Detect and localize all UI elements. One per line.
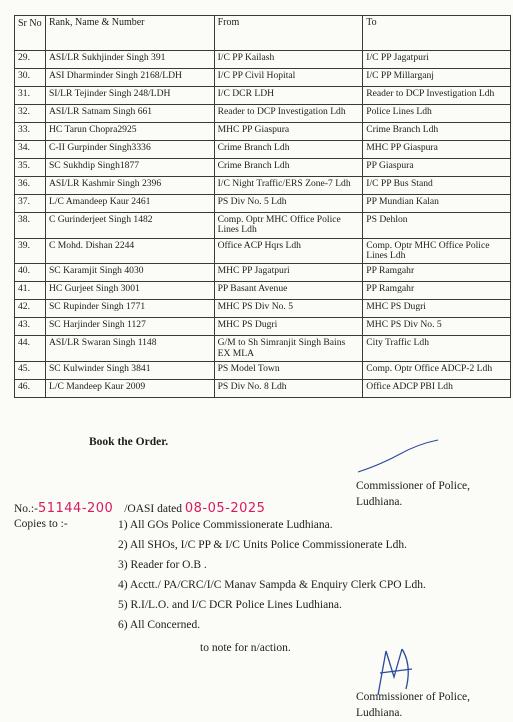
header-to: To (363, 16, 511, 51)
cell-from: MHC PS Div No. 5 (214, 300, 363, 318)
cell-from: PS Div No. 5 Ldh (214, 195, 363, 213)
cell-rank-name: SC Karamjit Singh 4030 (45, 264, 214, 282)
table-row (15, 87, 511, 105)
cell-rank-name: HC Gurjeet Singh 3001 (45, 282, 214, 300)
cell-rank-name: L/C Mandeep Kaur 2009 (45, 380, 214, 398)
header-from: From (214, 16, 363, 51)
table-row (15, 380, 511, 398)
cell-to: I/C PP Millarganj (363, 69, 511, 87)
table-row (15, 69, 511, 87)
cell-rank-name: ASI/LR Kashmir Singh 2396 (45, 177, 214, 195)
cell-from: Reader to DCP Investigation Ldh (214, 105, 363, 123)
cell-sr-no: 35. (15, 159, 46, 177)
cell-to: PP Ramgahr (363, 282, 511, 300)
cell-sr-no: 36. (15, 177, 46, 195)
order-date-handwritten: 08-05-2025 (184, 501, 266, 516)
cell-sr-no: 32. (15, 105, 46, 123)
table-row (15, 282, 511, 300)
cell-sr-no: 42. (15, 300, 46, 318)
cell-rank-name: SC Rupinder Singh 1771 (45, 300, 214, 318)
cell-sr-no: 43. (15, 318, 46, 336)
table-row (15, 177, 511, 195)
cell-from: PS Div No. 8 Ldh (214, 380, 363, 398)
cell-sr-no: 46. (15, 380, 46, 398)
cell-rank-name: ASI/LR Swaran Singh 1148 (45, 336, 214, 362)
cell-rank-name: ASI/LR Satnam Singh 661 (45, 105, 214, 123)
table-row (15, 141, 511, 159)
cell-to: Crime Branch Ldh (363, 123, 511, 141)
cell-sr-no: 31. (15, 87, 46, 105)
table-row (15, 213, 511, 239)
cell-to: Office ADCP PBI Ldh (363, 380, 511, 398)
table-row (15, 336, 511, 362)
table-row (15, 300, 511, 318)
cell-to: Police Lines Ldh (363, 105, 511, 123)
cell-from: G/M to Sh Simranjit Singh Bains EX MLA (214, 336, 363, 362)
cell-to: Comp. Optr Office ADCP-2 Ldh (363, 362, 511, 380)
table-row (15, 264, 511, 282)
cell-from: Crime Branch Ldh (214, 141, 363, 159)
cell-rank-name: C Mohd. Dishan 2244 (45, 238, 214, 264)
cell-to: PP Ramgahr (363, 264, 511, 282)
table-row (15, 362, 511, 380)
cell-from: I/C DCR LDH (214, 87, 363, 105)
copies-item: 1) All GOs Police Commissionerate Ludhiana. (118, 519, 333, 531)
signature-mark (352, 438, 442, 478)
cell-to: Comp. Optr MHC Office Police Lines Ldh (363, 238, 511, 264)
table-row (15, 123, 511, 141)
cell-rank-name: SI/LR Tejinder Singh 248/LDH (45, 87, 214, 105)
cell-sr-no: 37. (15, 195, 46, 213)
order-no-prefix: No.:- (14, 503, 38, 515)
cell-rank-name: L/C Amandeep Kaur 2461 (45, 195, 214, 213)
cell-from: Comp. Optr MHC Office Police Lines Ldh (214, 213, 363, 239)
cell-sr-no: 44. (15, 336, 46, 362)
signer-title: Commissioner of Police, (356, 480, 471, 492)
action-note: to note for n/action. (200, 642, 291, 654)
cell-to: I/C PP Bus Stand (363, 177, 511, 195)
cell-from: MHC PP Giaspura (214, 123, 363, 141)
cell-rank-name: SC Sukhdip Singh1877 (45, 159, 214, 177)
header-sr-no: Sr No (15, 16, 46, 51)
cell-from: PS Model Town (214, 362, 363, 380)
copies-item: 2) All SHOs, I/C PP & I/C Units Police Commissionerate Ldh. (118, 539, 407, 551)
cell-sr-no: 38. (15, 213, 46, 239)
book-the-order: Book the Order. (89, 436, 169, 448)
cell-sr-no: 33. (15, 123, 46, 141)
cell-to: PP Giaspura (363, 159, 511, 177)
order-number-handwritten: 51144-200 (37, 501, 114, 516)
cell-to: Reader to DCP Investigation Ldh (363, 87, 511, 105)
cell-sr-no: 30. (15, 69, 46, 87)
signer-city: Ludhiana. (356, 495, 403, 508)
table-row (15, 318, 511, 336)
copies-list (118, 518, 426, 638)
cell-to: MHC PS Dugri (363, 300, 511, 318)
cell-rank-name: C-II Gurpinder Singh3336 (45, 141, 214, 159)
copies-label: Copies to :- (14, 518, 68, 530)
cell-to: I/C PP Jagatpuri (363, 51, 511, 69)
cell-from: MHC PP Jagatpuri (214, 264, 363, 282)
transfer-table (14, 15, 511, 398)
cell-from: Crime Branch Ldh (214, 159, 363, 177)
cell-rank-name: SC Kulwinder Singh 3841 (45, 362, 214, 380)
signer-block-top (356, 479, 470, 510)
signer-city: Ludhiana. (356, 706, 403, 719)
cell-rank-name: HC Tarun Chopra2925 (45, 123, 214, 141)
cell-sr-no: 40. (15, 264, 46, 282)
cell-sr-no: 45. (15, 362, 46, 380)
copies-item: 5) R.I/L.O. and I/C DCR Police Lines Ludhiana. (118, 599, 342, 611)
cell-rank-name: ASI Dharminder Singh 2168/LDH (45, 69, 214, 87)
cell-rank-name: SC Harjinder Singh 1127 (45, 318, 214, 336)
cell-sr-no: 29. (15, 51, 46, 69)
cell-from: I/C PP Kailash (214, 51, 363, 69)
cell-sr-no: 41. (15, 282, 46, 300)
cell-rank-name: ASI/LR Sukhjinder Singh 391 (45, 51, 214, 69)
cell-from: Office ACP Hqrs Ldh (214, 238, 363, 264)
cell-from: I/C Night Traffic/ERS Zone-7 Ldh (214, 177, 363, 195)
table-row (15, 51, 511, 69)
table-row (15, 159, 511, 177)
cell-to: MHC PP Giaspura (363, 141, 511, 159)
signer-title: Commissioner of Police, (356, 691, 471, 703)
cell-to: MHC PS Div No. 5 (363, 318, 511, 336)
cell-to: City Traffic Ldh (363, 336, 511, 362)
cell-rank-name: C Gurinderjeet Singh 1482 (45, 213, 214, 239)
signer-block-bottom (356, 690, 470, 721)
table-row (15, 195, 511, 213)
cell-from: MHC PS Dugri (214, 318, 363, 336)
table-row (15, 238, 511, 264)
copies-item: 3) Reader for O.B . (118, 559, 207, 571)
copies-item: 6) All Concerned. (118, 619, 201, 631)
copies-item: 4) Acctt./ PA/CRC/I/C Manav Sampda & Enquiry Clerk CPO Ldh. (118, 579, 426, 591)
cell-from: PP Basant Avenue (214, 282, 363, 300)
order-no-suffix: /OASI dated (124, 503, 183, 515)
cell-sr-no: 39. (15, 238, 46, 264)
table-row (15, 105, 511, 123)
table-header-row (15, 16, 511, 51)
order-number-line (14, 501, 265, 516)
cell-to: PS Dehlon (363, 213, 511, 239)
header-rank-name: Rank, Name & Number (45, 16, 214, 51)
cell-from: I/C PP Civil Hopital (214, 69, 363, 87)
cell-to: PP Mundian Kalan (363, 195, 511, 213)
cell-sr-no: 34. (15, 141, 46, 159)
